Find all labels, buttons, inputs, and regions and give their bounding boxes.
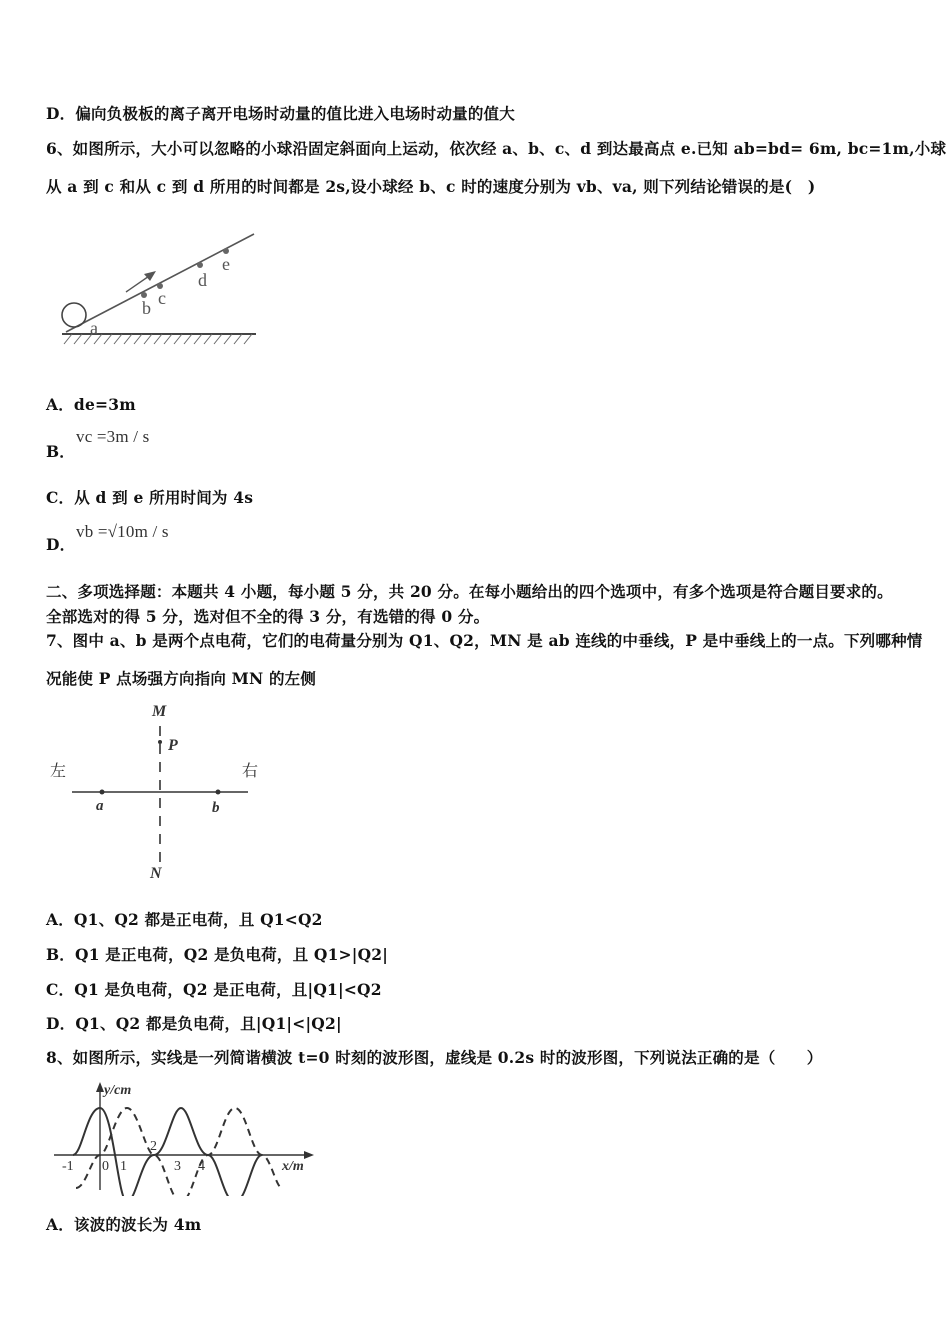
ball-icon [62, 303, 86, 327]
q6-option-d-formula: vb =√10m / s [76, 522, 169, 541]
tick-neg1: -1 [62, 1159, 74, 1174]
q6-option-a: A．de=3m [46, 395, 136, 414]
tick-1: 1 [120, 1159, 127, 1174]
label-b: b [212, 800, 220, 816]
tick-3: 3 [174, 1159, 181, 1174]
section2-header-line2: 全部选对的得 5 分，选对但不全的得 3 分，有选错的得 0 分。 [46, 607, 490, 626]
q6-stem-line2: 从 a 到 c 和从 c 到 d 所用的时间都是 2s,设小球经 b、c 时的速度分别为 vb、va, 则下列结论错误的是( ) [46, 177, 816, 196]
section2-header-line1: 二、多项选择题：本题共 4 小题，每小题 5 分，共 20 分。在每小题给出的四个选项中，有多个选项是符合题目要求的。 [46, 582, 893, 601]
tick-2: 2 [150, 1139, 157, 1154]
label-right: 右 [242, 763, 259, 780]
q7-option-c: C．Q1 是负电荷，Q2 是正电荷，且|Q1|<Q2 [46, 980, 382, 999]
q6-option-d-label: D． [46, 535, 76, 554]
point-label-d: d [198, 270, 207, 290]
point-label-c: c [158, 288, 166, 308]
q8-stem: 8、如图所示，实线是一列简谐横波 t=0 时刻的波形图，虚线是 0.2s 时的波形图，下列说法正确的是（ ） [46, 1048, 823, 1067]
label-left: 左 [50, 763, 67, 780]
point-charges-figure [46, 696, 276, 886]
y-axis-label: y/cm [104, 1083, 132, 1098]
q5-option-d: D．偏向负极板的离子离开电场时动量的值比进入电场时动量的值大 [46, 104, 515, 123]
q7-stem-line2: 况能使 P 点场强方向指向 MN 的左侧 [46, 669, 317, 688]
label-a: a [96, 798, 104, 814]
point-label-a: a [90, 318, 98, 338]
q7-option-b: B．Q1 是正电荷，Q2 是负电荷，且 Q1>|Q2| [46, 945, 389, 964]
q7-option-a: A．Q1、Q2 都是正电荷，且 Q1<Q2 [46, 910, 323, 929]
label-m: M [152, 703, 167, 720]
q8-option-a: A．该波的波长为 4m [46, 1215, 202, 1234]
q6-stem-line1: 6、如图所示，大小可以忽略的小球沿固定斜面向上运动，依次经 a、b、c、d 到达最高点 e.已知 ab=bd= 6m, bc=1m,小球 [46, 139, 947, 158]
q7-option-d: D．Q1、Q2 都是负电荷，且|Q1|<|Q2| [46, 1014, 342, 1033]
x-axis-label: x/m [282, 1159, 304, 1174]
label-n: N [150, 865, 162, 882]
incline-figure [56, 228, 266, 350]
point-label-b: b [142, 298, 151, 318]
q7-stem-line1: 7、图中 a、b 是两个点电荷，它们的电荷量分别为 Q1、Q2，MN 是 ab 连线的中垂线，P 是中垂线上的一点。下列哪种情 [46, 631, 923, 650]
tick-4: 4 [198, 1159, 205, 1174]
q6-option-b-label: B． [46, 442, 76, 461]
wave-dashed [76, 1108, 282, 1196]
tick-0: 0 [102, 1159, 109, 1174]
point-label-e: e [222, 254, 230, 274]
wave-solid [73, 1108, 262, 1196]
wave-figure [46, 1078, 326, 1196]
label-p: P [168, 737, 178, 754]
q6-option-c: C．从 d 到 e 所用时间为 4s [46, 488, 254, 507]
q6-option-b-formula: vc =3m / s [76, 427, 150, 446]
